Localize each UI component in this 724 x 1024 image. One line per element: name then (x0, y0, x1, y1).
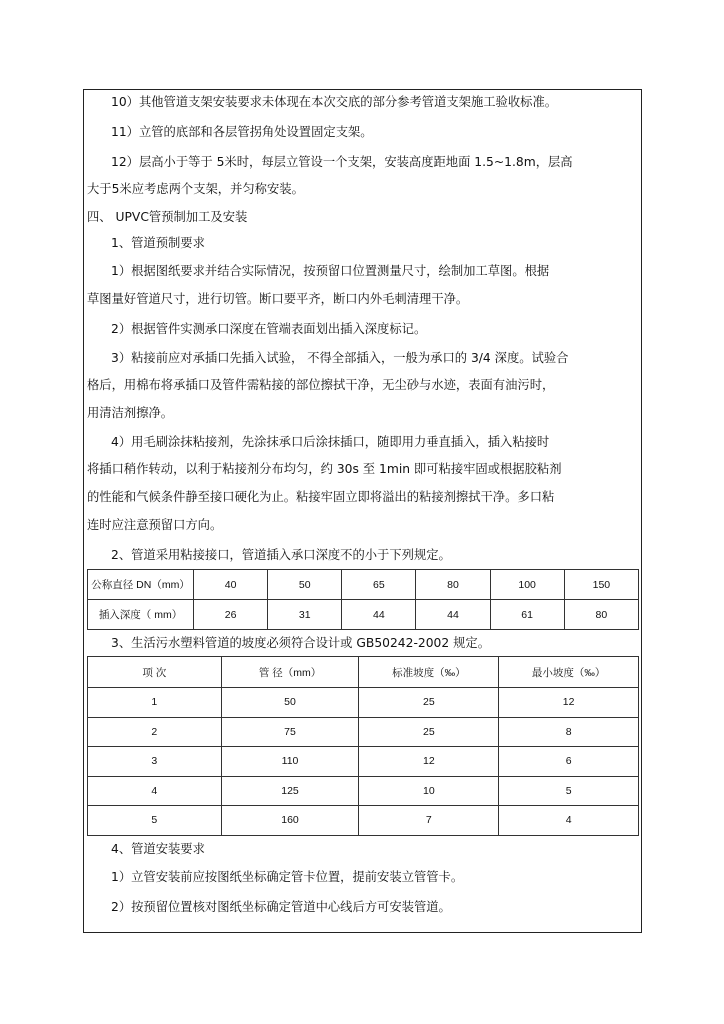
table-cell: 10 (359, 776, 499, 806)
table-row (88, 688, 639, 718)
table-cell: 4 (499, 806, 639, 836)
table-cell: 8 (499, 717, 639, 747)
item-11: 11）立管的底部和各层管拐角处设置固定支架。 (111, 125, 373, 139)
table-row (88, 600, 639, 630)
column-header-item: 项 次 (88, 657, 222, 688)
install-2: 2）按预留位置核对图纸坐标确定管道中心线后方可安装管道。 (111, 900, 451, 914)
table-cell: 3 (88, 747, 222, 777)
table-cell: 50 (221, 688, 359, 718)
column-header-min-slope: 最小坡度（‰） (499, 657, 639, 688)
dn-label: 公称直径 DN（mm） (88, 570, 194, 600)
table-row (88, 776, 639, 806)
table-cell: 125 (221, 776, 359, 806)
table-cell: 5 (88, 806, 222, 836)
table-cell: 12 (359, 747, 499, 777)
table-cell: 5 (499, 776, 639, 806)
section-4-heading: 四、 UPVC管预制加工及安装 (87, 210, 248, 224)
req-3-line2: 格后，用棉布将承插口及管件需粘接的部位擦拭干净，无尘砂与水迹，表面有油污时， (87, 378, 555, 392)
table-cell: 150 (564, 570, 638, 600)
table-cell: 4 (88, 776, 222, 806)
table-cell: 80 (564, 600, 638, 630)
column-header-standard-slope: 标准坡度（‰） (359, 657, 499, 688)
insertion-depth-table (87, 569, 639, 630)
item-12-line2: 大于5米应考虑两个支架，并匀称安装。 (87, 182, 304, 196)
subsection-4-heading: 4、管道安装要求 (111, 842, 205, 856)
req-4-line1: 4）用毛刷涂抹粘接剂，先涂抹承口后涂抹插口，随即用力垂直插入，插入粘接时 (111, 435, 550, 449)
table-cell: 7 (359, 806, 499, 836)
column-header-diameter: 管 径（mm） (221, 657, 359, 688)
req-4-line2: 将插口稍作转动，以利于粘接剂分布均匀，约 30s 至 1min 即可粘接牢固或根据胶粘剂 (87, 462, 562, 476)
slope-table (87, 656, 639, 836)
table-cell: 110 (221, 747, 359, 777)
table-cell: 2 (88, 717, 222, 747)
table-cell: 44 (416, 600, 490, 630)
table-cell: 50 (268, 570, 342, 600)
table-cell: 25 (359, 688, 499, 718)
req-1-line1: 1）根据图纸要求并结合实际情况，按预留口位置测量尺寸，绘制加工草图。根据 (111, 264, 550, 278)
table-cell: 40 (194, 570, 268, 600)
table-header-row (88, 657, 639, 688)
table-cell: 61 (490, 600, 564, 630)
req-4-line4: 连时应注意预留口方向。 (87, 518, 223, 532)
item-10: 10）其他管道支架安装要求未体现在本次交底的部分参考管道支架施工验收标准。 (111, 95, 558, 109)
table-cell: 31 (268, 600, 342, 630)
table-cell: 12 (499, 688, 639, 718)
table-cell: 25 (359, 717, 499, 747)
table-cell: 65 (342, 570, 416, 600)
table-row (88, 747, 639, 777)
subsection-3-heading: 3、生活污水塑料管道的坡度必须符合设计或 GB50242-2002 规定。 (111, 636, 490, 650)
table-cell: 44 (342, 600, 416, 630)
req-1-line2: 草图量好管道尺寸，进行切管。断口要平齐，断口内外毛刺清理干净。 (87, 292, 469, 306)
table-cell: 6 (499, 747, 639, 777)
install-1: 1）立管安装前应按图纸坐标确定管卡位置，提前安装立管管卡。 (111, 870, 464, 884)
table-cell: 100 (490, 570, 564, 600)
req-3-line3: 用清洁剂擦净。 (87, 406, 174, 420)
req-3-line1: 3）粘接前应对承插口先插入试验， 不得全部插入，一般为承口的 3/4 深度。试验合 (111, 351, 569, 365)
subsection-2-heading: 2、管道采用粘接接口，管道插入承口深度不的小于下列规定。 (111, 548, 451, 562)
table-cell: 26 (194, 600, 268, 630)
subsection-1-heading: 1、管道预制要求 (111, 236, 205, 250)
item-12-line1: 12）层高小于等于 5米时，每层立管设一个支架，安装高度距地面 1.5~1.8m，层高 (111, 155, 573, 169)
req-2: 2）根据管件实测承口深度在管端表面划出插入深度标记。 (111, 322, 427, 336)
depth-label: 插入深度（ mm） (88, 600, 194, 630)
table-cell: 160 (221, 806, 359, 836)
table-row (88, 717, 639, 747)
table-cell: 1 (88, 688, 222, 718)
req-4-line3: 的性能和气候条件静至接口硬化为止。粘接牢固立即将溢出的粘接剂擦拭干净。多口粘 (87, 490, 555, 504)
table-cell: 80 (416, 570, 490, 600)
table-cell: 75 (221, 717, 359, 747)
table-row (88, 806, 639, 836)
table-row (88, 570, 639, 600)
